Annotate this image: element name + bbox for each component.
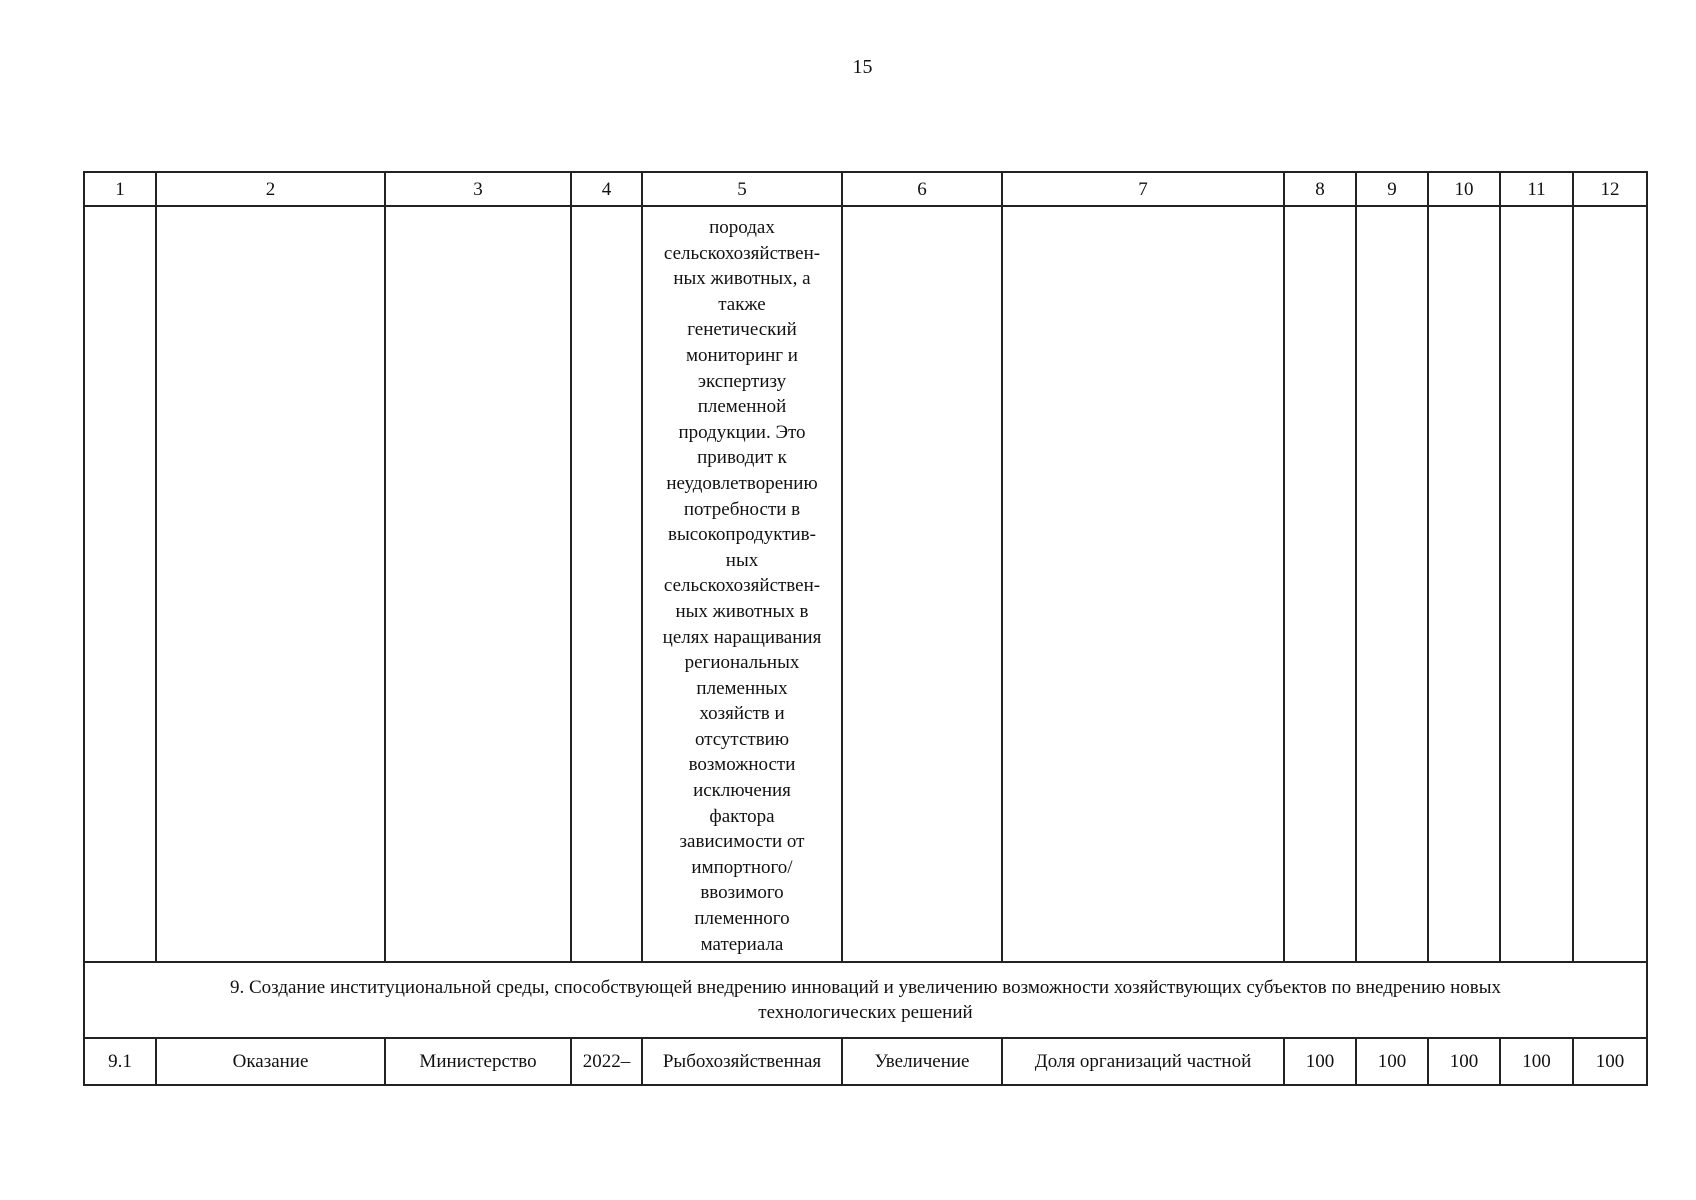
text-line: ввозимого xyxy=(700,882,784,904)
text-line: целях наращивания xyxy=(662,626,822,648)
column-number: 3 xyxy=(385,172,571,206)
empty-cell xyxy=(385,206,571,962)
empty-cell xyxy=(156,206,385,962)
text-line: мониторинг и xyxy=(686,344,798,366)
text-line: неудовлетворению xyxy=(666,472,818,494)
text-line: материала xyxy=(700,933,784,955)
text-line: возможности xyxy=(688,754,796,776)
problem-description-cell xyxy=(642,206,842,962)
column-number: 1 xyxy=(84,172,156,206)
column-number: 4 xyxy=(571,172,642,206)
text-line: породах xyxy=(709,217,775,238)
column-number: 8 xyxy=(1284,172,1356,206)
empty-cell xyxy=(1573,206,1647,962)
column-number: 5 xyxy=(642,172,842,206)
text-line: хозяйств и xyxy=(699,703,785,725)
indicator-value: 100 xyxy=(1500,1038,1573,1085)
text-line: экспертизу xyxy=(697,370,787,392)
continuation-row xyxy=(84,206,1647,962)
column-number: 11 xyxy=(1500,172,1573,206)
problem-description: Рыбохозяйственная xyxy=(642,1038,842,1085)
row-number: 9.1 xyxy=(84,1038,156,1085)
text-line: племенной xyxy=(697,396,787,418)
column-number: 10 xyxy=(1428,172,1500,206)
indicator-value: 100 xyxy=(1573,1038,1647,1085)
text-line: исключения xyxy=(693,780,791,802)
text-line: приводит к xyxy=(697,447,787,469)
text-line: потребности в xyxy=(683,498,801,520)
indicator-value: 100 xyxy=(1428,1038,1500,1085)
indicator-name: Доля организаций частной xyxy=(1002,1038,1284,1085)
column-number: 9 xyxy=(1356,172,1428,206)
text-line: региональных xyxy=(684,652,800,674)
responsible-executor: Министерство xyxy=(385,1038,571,1085)
empty-cell xyxy=(1500,206,1573,962)
table-row xyxy=(84,1038,1647,1085)
indicator-value: 100 xyxy=(1284,1038,1356,1085)
text-line: племенных xyxy=(696,677,788,699)
text-line: племенного xyxy=(694,908,790,930)
expected-result: Увеличение xyxy=(842,1038,1002,1085)
empty-cell xyxy=(1356,206,1428,962)
empty-cell xyxy=(1002,206,1284,962)
text-line: фактора xyxy=(709,805,775,827)
section-heading-line: 9. Создание институциональной среды, способствующей внедрению инноваций и увеличению возможности хозяйствующих субъектов по внедрению новых xyxy=(230,977,1501,998)
column-number: 7 xyxy=(1002,172,1284,206)
text-line: сельскохозяйствен- xyxy=(663,575,821,597)
text-line: зависимости от xyxy=(679,831,805,853)
empty-cell xyxy=(1284,206,1356,962)
empty-cell xyxy=(1428,206,1500,962)
indicator-value: 100 xyxy=(1356,1038,1428,1085)
column-number: 2 xyxy=(156,172,385,206)
empty-cell xyxy=(842,206,1002,962)
text-line: высокопродуктив- xyxy=(668,524,816,546)
text-line: ных животных в xyxy=(675,600,809,622)
page-number: 15 xyxy=(852,56,873,78)
column-number-row xyxy=(84,172,1647,206)
measures-table xyxy=(83,171,1648,1086)
text-line: импортного/ xyxy=(691,856,793,878)
section-heading-line: технологических решений xyxy=(758,1002,973,1023)
measure-name: Оказание xyxy=(156,1038,385,1085)
column-number: 6 xyxy=(842,172,1002,206)
text-line: сельскохозяйствен- xyxy=(663,242,821,264)
text-line: продукции. Это xyxy=(678,421,806,443)
empty-cell xyxy=(84,206,156,962)
text-line: ных xyxy=(725,549,759,571)
empty-cell xyxy=(571,206,642,962)
section-heading-row xyxy=(84,962,1647,1038)
period: 2022– xyxy=(571,1038,642,1085)
section-heading xyxy=(84,962,1647,1038)
text-line: ных животных, а xyxy=(673,268,811,290)
text-line: генетический xyxy=(687,319,797,341)
text-line: отсутствию xyxy=(694,728,790,750)
column-number: 12 xyxy=(1573,172,1647,206)
text-line: также xyxy=(718,293,766,315)
